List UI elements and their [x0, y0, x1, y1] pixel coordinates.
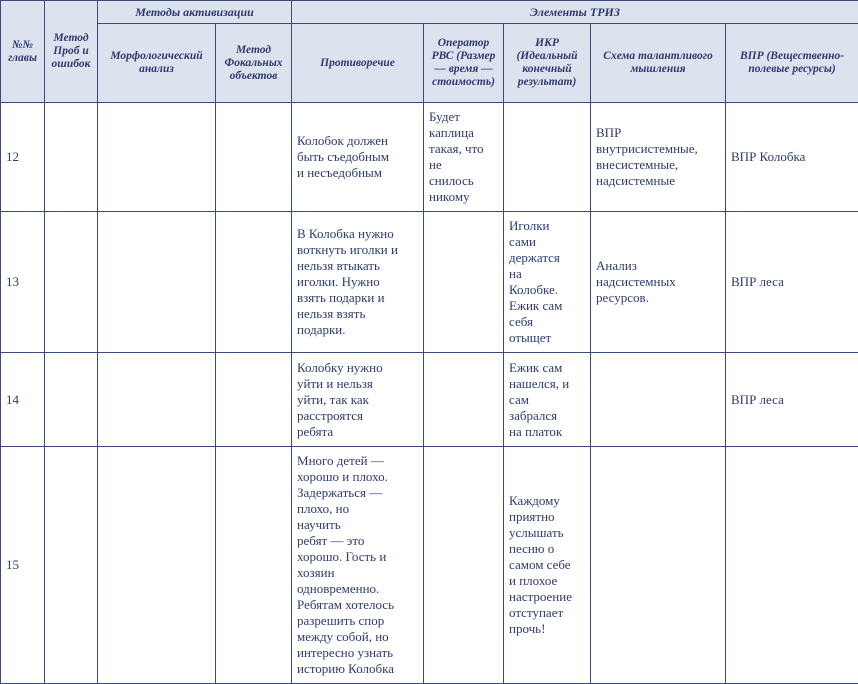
trial-cell — [45, 212, 98, 353]
vpr-cell: ВПР леса — [726, 353, 858, 447]
table-row — [1, 103, 858, 212]
scheme-cell: ВПР внутрисистемные, внесистемные, надсистемные — [591, 103, 726, 212]
chapter-cell: 13 — [1, 212, 45, 353]
ikr-cell: Иголки сами держатся на Колобке. Ежик сам себя отыщет — [504, 212, 591, 353]
header-talent-scheme: Схема талантливого мышления — [591, 24, 726, 103]
table-row — [1, 212, 858, 353]
rvs-cell — [424, 212, 504, 353]
header-rvs-operator: Оператор РВС (Размер — время — стоимость) — [424, 24, 504, 103]
header-activation-methods: Методы активизации — [98, 1, 292, 24]
morph-cell — [98, 447, 216, 684]
focal-cell — [216, 447, 292, 684]
vpr-cell: ВПР леса — [726, 212, 858, 353]
header-vpr: ВПР (Вещественно-полевые ресурсы) — [726, 24, 858, 103]
scheme-cell — [591, 447, 726, 684]
trial-cell — [45, 103, 98, 212]
ikr-cell: Ежик сам нашелся, и сам забрался на платок — [504, 353, 591, 447]
chapter-cell: 14 — [1, 353, 45, 447]
vpr-cell: ВПР Колобка — [726, 103, 858, 212]
table-row — [1, 447, 858, 684]
header-trial-error: Метод Проб и ошибок — [45, 1, 98, 103]
header-ikr: ИКР (Идеальный конечный результат) — [504, 24, 591, 103]
contradiction-cell: Колобок должен быть съедобным и несъедобным — [292, 103, 424, 212]
scheme-cell — [591, 353, 726, 447]
trial-cell — [45, 353, 98, 447]
header-chapter-no: №№ главы — [1, 1, 45, 103]
chapter-cell: 15 — [1, 447, 45, 684]
focal-cell — [216, 212, 292, 353]
header-morphological: Морфологический анализ — [98, 24, 216, 103]
morph-cell — [98, 103, 216, 212]
header-triz-elements: Элементы ТРИЗ — [292, 1, 858, 24]
header-row-1 — [1, 1, 858, 24]
scheme-cell: Анализ надсистемных ресурсов. — [591, 212, 726, 353]
contradiction-cell: Колобку нужно уйти и нельзя уйти, так как расстроятся ребята — [292, 353, 424, 447]
header-contradiction: Противоречие — [292, 24, 424, 103]
ikr-cell: Каждому приятно услышать песню о самом себе и плохое настроение отступает прочь! — [504, 447, 591, 684]
trial-cell — [45, 447, 98, 684]
rvs-cell: Будет каплица такая, что не снилось никому — [424, 103, 504, 212]
contradiction-cell: Много детей — хорошо и плохо. Задержаться — плохо, но научить ребят — это хорошо. Гость и хозяин одновременно. Ребятам хотелось разрешить спор между собой, но интересно узнать историю Колобка — [292, 447, 424, 684]
table-row — [1, 353, 858, 447]
focal-cell — [216, 353, 292, 447]
focal-cell — [216, 103, 292, 212]
contradiction-cell: В Колобка нужно воткнуть иголки и нельзя втыкать иголки. Нужно взять подарки и нельзя взять подарки. — [292, 212, 424, 353]
morph-cell — [98, 353, 216, 447]
rvs-cell — [424, 353, 504, 447]
rvs-cell — [424, 447, 504, 684]
morph-cell — [98, 212, 216, 353]
vpr-cell — [726, 447, 858, 684]
chapter-cell: 12 — [1, 103, 45, 212]
header-focal-objects: Метод Фокальных объектов — [216, 24, 292, 103]
ikr-cell — [504, 103, 591, 212]
header-row-2 — [1, 24, 858, 103]
